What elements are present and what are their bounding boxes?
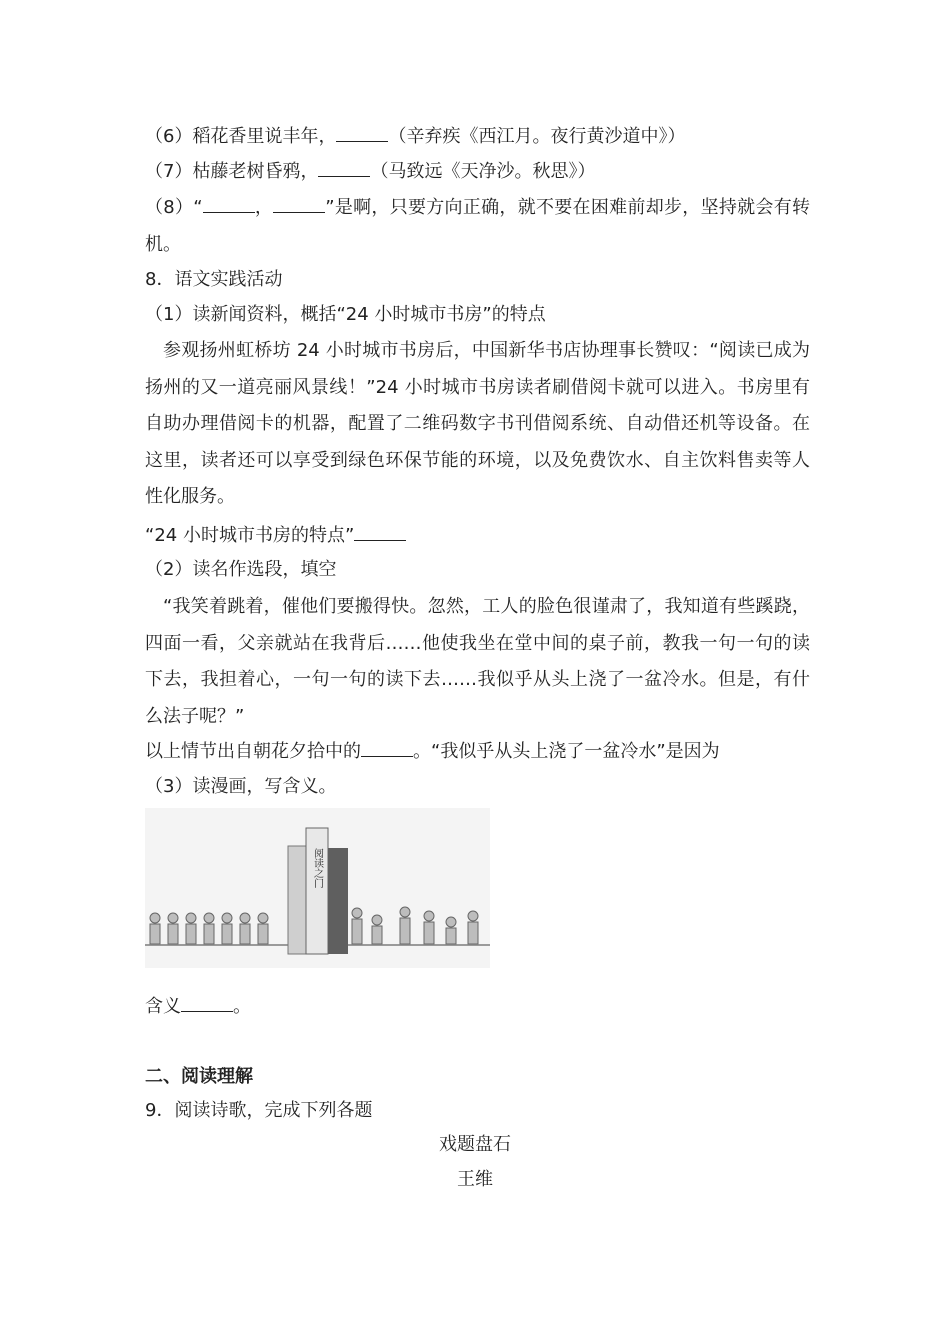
part2-prompt-suffix: 。“我似乎从头上浇了一盆冷水”是因为 [413, 741, 720, 762]
reading-door-comic [145, 808, 490, 968]
part3-answer-prefix: 含义 [145, 996, 181, 1017]
part3-title: （3）读漫画，写含义。 [145, 776, 337, 797]
part3-answer-line [145, 995, 251, 1019]
q6-line [145, 125, 685, 149]
part2-prompt-prefix: 以上情节出自朝花夕拾中的 [145, 741, 361, 762]
part2-title: （2）读名作选段，填空 [145, 559, 337, 580]
q8-blank-1 [203, 198, 255, 213]
q8-mid: ， [254, 197, 274, 218]
comic-sign-text: 阅读之门 [311, 848, 323, 888]
part1-title: （1）读新闻资料，概括“24 小时城市书房”的特点 [145, 304, 546, 325]
q8-blank-2 [273, 198, 325, 213]
q6-suffix: （辛弃疾《西江月。夜行黄沙道中》） [388, 126, 686, 147]
part2-blank [361, 742, 413, 757]
people-queue-left [150, 913, 268, 944]
part3-blank [181, 997, 233, 1012]
q7-prefix: （7）枯藤老树昏鸦， [145, 161, 319, 182]
q8-prefix: （8）“ [145, 197, 203, 218]
question-9-title: 9．阅读诗歌，完成下列各题 [145, 1100, 373, 1121]
part2-prompt-line [145, 740, 720, 764]
q8-suffix: ”是啊，只要方向正确，就不要在困难前却步，坚持就会有转机。 [145, 197, 810, 255]
section2-heading: 二、阅读理解 [145, 1066, 253, 1087]
part1-prompt-line [145, 524, 406, 548]
poem-title: 戏题盘石 [439, 1134, 511, 1155]
poem-author: 王维 [457, 1169, 493, 1190]
question-8-title: 8．语文实践活动 [145, 269, 283, 290]
part1-blank [354, 526, 406, 541]
q8-fill-paragraph [145, 190, 810, 263]
part3-answer-suffix: 。 [233, 996, 251, 1017]
q7-line [145, 160, 595, 184]
part1-news-passage: 参观扬州虹桥坊 24 小时城市书房后，中国新华书店协理事长赞叹：“阅读已成为扬州的又一道亮丽风景线！”24 小时城市书房读者刷借阅卡就可以进入。书房里有自助办理借阅卡的机器，配置了二维码数字书刊借阅系统、自动借还机等设备。在这里，读者还可以享受到绿色环保节能的环境，以及免费饮水、自主饮料售卖等人性化服务。 [145, 340, 810, 507]
q6-prefix: （6）稻花香里说丰年， [145, 126, 337, 147]
part1-prompt: “24 小时城市书房的特点” [145, 525, 355, 546]
q6-blank [336, 127, 388, 142]
q7-blank [318, 162, 370, 177]
q7-suffix: （马致远《天净沙。秋思》） [370, 161, 596, 182]
part2-excerpt-passage: “我笑着跳着，催他们要搬得快。忽然，工人的脸色很谨肃了，我知道有些蹊跷，四面一看，父亲就站在我背后……他使我坐在堂中间的桌子前，教我一句一句的读下去，我担着心，一句一句的读下去……我似乎从头上浇了一盆冷水。但是，有什么法子呢？” [145, 596, 810, 727]
